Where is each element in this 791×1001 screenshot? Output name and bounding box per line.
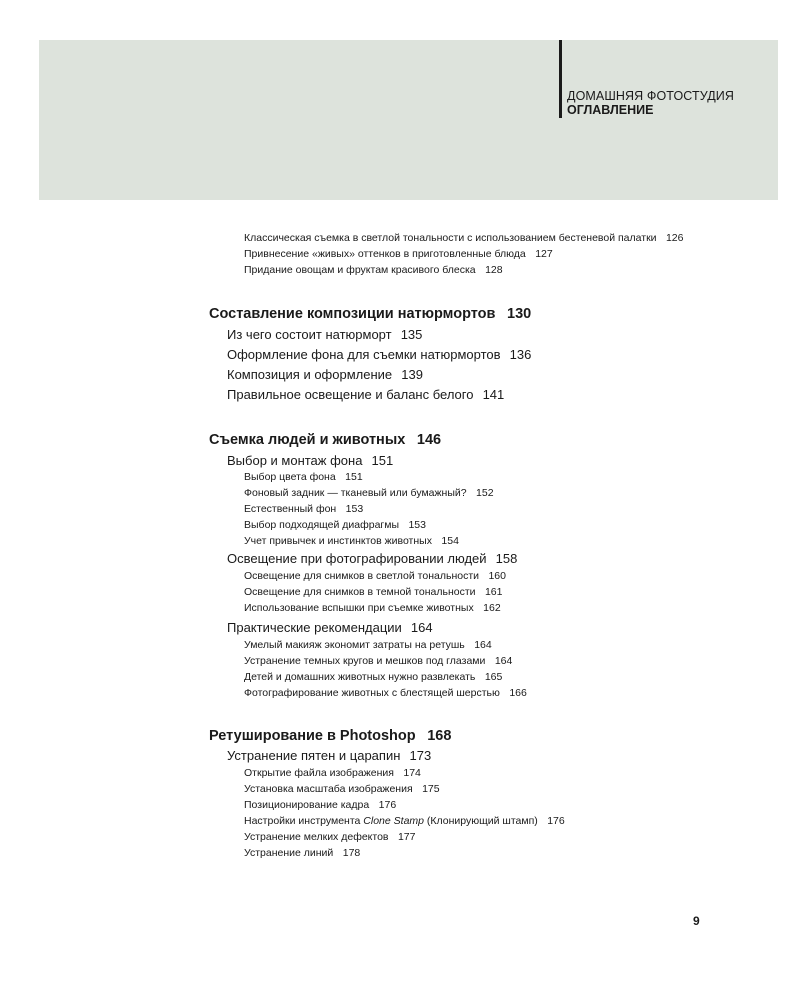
toc-entry-title: Выбор цвета фона [244,471,336,483]
toc-section-title: Устранение пятен и царапин [227,748,401,763]
toc-section[interactable] [227,620,433,636]
toc-section-title: Оформление фона для съемки натюрмортов [227,347,501,362]
toc-section[interactable] [227,367,423,383]
toc-section-page: 141 [482,387,505,402]
toc-entry-title: Придание овощам и фруктам красивого блеска [244,264,476,276]
toc-section[interactable] [227,748,431,764]
toc-entry-title: Умелый макияж экономит затраты на ретушь [244,639,465,651]
toc-entry-title: Открытие файла изображения [244,767,394,779]
toc-chapter[interactable] [209,305,531,323]
toc-entry[interactable] [244,655,512,668]
toc-section-title: Правильное освещение и баланс белого [227,387,474,402]
toc-entry-title: Привнесение «живых» оттенков в приготовленные блюда [244,248,526,260]
toc-entry-page: 161 [484,586,503,598]
toc-entry-page: 165 [484,671,503,683]
toc-entry[interactable] [244,487,494,500]
toc-section-title: Практические рекомендации [227,620,402,635]
toc-entry[interactable] [244,671,502,684]
toc-entry-page: 152 [476,487,494,499]
toc-entry[interactable] [244,535,459,548]
toc-entry-page: 178 [342,847,361,859]
toc-entry-page: 166 [509,687,527,699]
toc-entry-title: Учет привычек и инстинктов животных [244,535,432,547]
toc-entry-title: Фоновый задник — тканевый или бумажный? [244,487,467,499]
toc-entry-page: 176 [378,799,397,811]
toc-section-title: Освещение при фотографировании людей [227,551,487,566]
toc-section-title: Композиция и оформление [227,367,393,382]
toc-entry-page: 127 [535,248,553,260]
toc-section[interactable] [227,347,531,363]
running-header-section: ОГЛАВЛЕНИЕ [567,103,654,117]
toc-entry[interactable] [244,799,396,812]
toc-entry[interactable] [244,602,501,615]
toc-chapter-page: 168 [427,728,452,744]
toc-entry-page: 164 [474,639,492,651]
toc-entry-title-after: (Клонирующий штамп) [426,815,538,827]
toc-entry-page: 128 [485,264,503,276]
toc-entry-title: Позиционирование кадра [244,799,370,811]
toc-entry-title: Выбор подходящей диафрагмы [244,519,400,531]
toc-section-page: 151 [371,453,394,468]
toc-entry-page: 153 [408,519,426,531]
toc-entry-page: 154 [441,535,459,547]
toc-entry-title: Фотографирование животных с блестящей шерстью [244,687,500,699]
header-band [39,40,778,200]
toc-entry-title: Детей и домашних животных нужно развлекать [244,671,476,683]
toc-section[interactable] [227,551,517,567]
toc-entry-page: 175 [422,783,440,795]
toc-chapter-title: Съемка людей и животных [209,432,406,448]
toc-entry-page: 164 [494,655,513,667]
toc-section-page: 173 [409,748,432,763]
toc-entry-page: 177 [397,831,416,843]
toc-section-page: 139 [401,367,423,382]
toc-chapter-page: 130 [507,306,532,322]
toc-entry-page: 176 [547,815,565,827]
toc-entry-title: Настройки инструмента [244,815,361,827]
toc-entry[interactable] [244,248,553,261]
toc-entry-title: Устранение темных кругов и мешков под глазами [244,655,486,667]
toc-entry-title: Установка масштаба изображения [244,783,413,795]
toc-section-page: 135 [400,327,423,342]
page-number: 9 [693,914,700,928]
toc-chapter[interactable] [209,431,441,449]
toc-entry[interactable] [244,519,426,532]
toc-section[interactable] [227,453,393,469]
toc-entry-title: Устранение мелких дефектов [244,831,389,843]
toc-entry[interactable] [244,815,565,828]
toc-section-title: Выбор и монтаж фона [227,453,363,468]
toc-entry[interactable] [244,783,440,796]
toc-entry[interactable] [244,232,684,245]
toc-entry-title: Освещение для снимков в светлой тональности [244,570,480,582]
toc-entry-page: 151 [345,471,363,483]
toc-entry-title: Использование вспышки при съемке животных [244,602,474,614]
toc-entry-page: 126 [665,232,684,244]
toc-entry-title: Устранение линий [244,847,334,859]
toc-section-title: Из чего состоит натюрморт [227,327,392,342]
toc-entry-page: 160 [488,570,506,582]
toc-section[interactable] [227,327,422,343]
running-header-title: ДОМАШНЯЯ ФОТОСТУДИЯ [567,89,734,103]
toc-entry-title-italic: Clone Stamp [363,815,424,827]
toc-section[interactable] [227,387,504,403]
toc-section-page: 164 [410,620,433,635]
toc-entry-page: 174 [403,767,421,779]
toc-entry[interactable] [244,847,360,860]
toc-entry[interactable] [244,767,421,780]
toc-chapter-title: Составление композиции натюрмортов [209,306,496,322]
toc-entry[interactable] [244,639,492,652]
toc-entry[interactable] [244,831,415,844]
toc-section-page: 136 [509,347,532,362]
toc-entry-page: 162 [483,602,501,614]
toc-entry[interactable] [244,586,503,599]
toc-section-page: 158 [495,551,518,566]
toc-entry[interactable] [244,687,527,700]
toc-entry[interactable] [244,503,363,516]
toc-entry-page: 153 [345,503,364,515]
toc-chapter[interactable] [209,727,451,745]
toc-entry[interactable] [244,264,503,277]
header-rule [559,40,562,118]
toc-chapter-page: 146 [416,432,442,448]
toc-chapter-title: Ретуширование в Photoshop [209,728,416,744]
toc-entry-title: Классическая съемка в светлой тональности с использованием бестеневой палатки [244,232,657,244]
toc-entry[interactable] [244,570,506,583]
toc-entry-title: Освещение для снимков в темной тональности [244,586,476,598]
toc-entry-title: Естественный фон [244,503,337,515]
toc-entry[interactable] [244,471,363,484]
